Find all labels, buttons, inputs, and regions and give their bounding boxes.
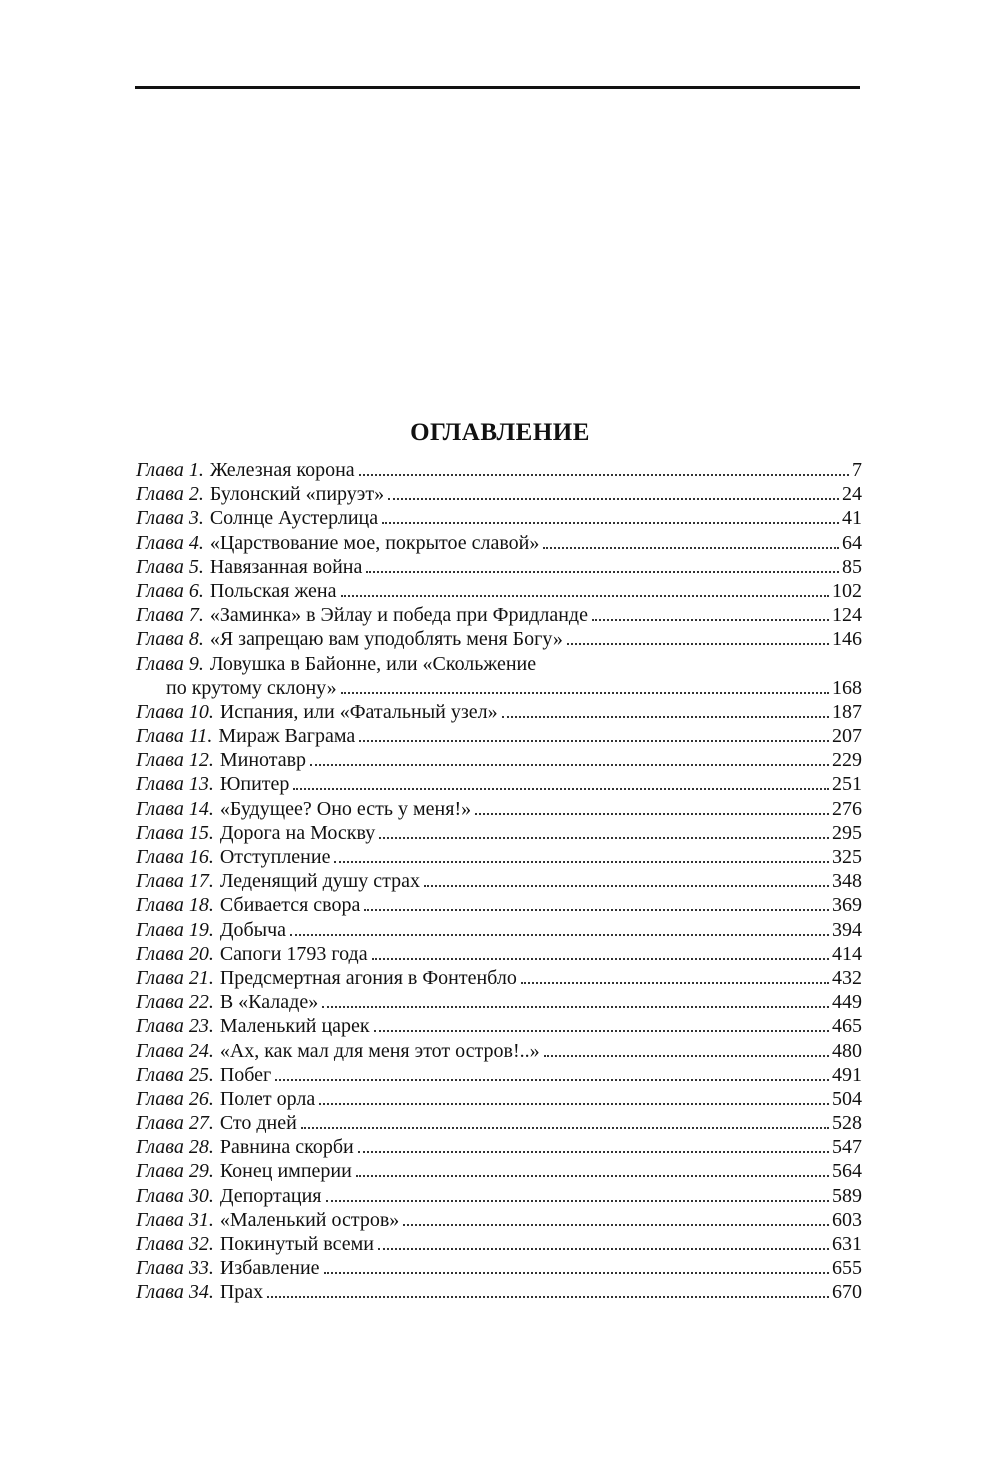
chapter-title: Конец империи (219, 1160, 352, 1183)
dot-leader (324, 1272, 829, 1274)
dot-leader (267, 1296, 829, 1298)
toc-entry[interactable] (136, 627, 862, 651)
chapter-title: Булонский «пируэт» (209, 483, 385, 506)
chapter-title: Ловушка в Байонне, или «Скольжение (209, 652, 537, 675)
toc-entry[interactable] (136, 1014, 862, 1038)
dot-leader (424, 885, 829, 887)
dot-leader (592, 619, 829, 621)
chapter-label: Глава 3. (136, 507, 204, 530)
toc-entry[interactable] (136, 966, 862, 990)
chapter-title: «Маленький остров» (219, 1208, 400, 1231)
dot-leader (379, 837, 829, 839)
chapter-label: Глава 21. (136, 966, 214, 989)
chapter-label: Глава 33. (136, 1257, 214, 1280)
chapter-label: Глава 22. (136, 991, 214, 1014)
chapter-title: Прах (219, 1281, 264, 1304)
toc-entry[interactable] (136, 990, 862, 1014)
chapter-label: Глава 24. (136, 1039, 214, 1062)
dot-leader (521, 982, 829, 984)
toc-entry[interactable] (136, 1111, 862, 1135)
page-number: 394 (832, 918, 862, 941)
chapter-title: Покинутый всеми (219, 1233, 374, 1255)
page-number: 325 (832, 846, 862, 868)
toc-entry[interactable] (136, 700, 862, 724)
toc-entry[interactable] (136, 748, 862, 772)
dot-leader (322, 1006, 829, 1008)
page-number: 24 (842, 483, 862, 506)
chapter-label: Глава 14. (136, 797, 214, 820)
table-of-contents (136, 458, 862, 1305)
chapter-title: Минотавр (219, 749, 307, 772)
dot-leader (341, 692, 829, 694)
toc-entry[interactable] (136, 845, 862, 869)
chapter-label: Глава 25. (136, 1063, 214, 1086)
dot-leader (359, 474, 849, 476)
page-number: 295 (832, 821, 862, 844)
toc-entry[interactable] (136, 1280, 862, 1304)
toc-entry[interactable] (136, 797, 862, 821)
dot-leader (334, 861, 829, 863)
chapter-title: Депортация (219, 1184, 322, 1207)
dot-leader (326, 1200, 830, 1202)
chapter-label: Глава 1. (136, 459, 204, 481)
page-number: 528 (832, 1112, 862, 1135)
dot-leader (290, 934, 829, 936)
chapter-title: Маленький царек (219, 1015, 370, 1038)
toc-entry[interactable] (136, 1208, 862, 1232)
dot-leader (275, 1079, 829, 1081)
page-number: 432 (832, 966, 862, 989)
toc-entry[interactable] (136, 942, 862, 966)
dot-leader (388, 498, 839, 500)
chapter-title: Юпитер (219, 773, 290, 796)
chapter-title: Избавление (219, 1257, 320, 1280)
chapter-label: Глава 11. (136, 725, 213, 748)
dot-leader (356, 1175, 829, 1177)
dot-leader (359, 740, 829, 742)
dot-leader (366, 571, 839, 573)
dot-leader (378, 1248, 829, 1250)
chapter-title: по крутому склону» (166, 676, 337, 699)
toc-entry[interactable] (136, 893, 862, 917)
dot-leader (502, 716, 829, 718)
dot-leader (319, 1103, 829, 1105)
chapter-title: «Будущее? Оно есть у меня!» (219, 797, 472, 820)
dot-leader (543, 547, 839, 549)
chapter-label: Глава 19. (136, 918, 214, 941)
dot-leader (341, 595, 830, 597)
page-number: 168 (832, 676, 862, 699)
chapter-label: Глава 4. (136, 531, 204, 554)
page-number: 102 (832, 579, 862, 602)
chapter-title: Отступление (219, 846, 331, 868)
dot-leader (475, 813, 829, 815)
chapter-title: «Я запрещаю вам уподоблять меня Богу» (209, 628, 563, 651)
chapter-title: «Ах, как мал для меня этот остров!..» (219, 1039, 540, 1062)
chapter-title: Сбивается свора (219, 894, 361, 917)
page-number: 85 (842, 555, 862, 578)
chapter-title: Побег (219, 1063, 272, 1086)
page-title: ОГЛАВЛЕНИЕ (410, 418, 590, 446)
chapter-label: Глава 15. (136, 821, 214, 844)
page-number: 229 (832, 749, 862, 772)
chapter-title: Дорога на Москву (219, 821, 376, 844)
chapter-label: Глава 13. (136, 773, 214, 796)
chapter-label: Глава 32. (136, 1233, 214, 1255)
page-number: 369 (832, 894, 862, 917)
page-number: 146 (832, 628, 862, 651)
chapter-label: Глава 12. (136, 749, 214, 772)
chapter-title: В «Каладе» (219, 991, 319, 1014)
chapter-title: Польская жена (209, 579, 337, 602)
dot-leader (358, 1151, 829, 1153)
chapter-label: Глава 20. (136, 942, 214, 965)
page-number: 207 (832, 725, 862, 748)
toc-entry[interactable] (136, 724, 862, 748)
toc-entry[interactable] (136, 1135, 862, 1159)
top-rule (135, 86, 860, 89)
page-number: 187 (832, 700, 862, 723)
page-number: 41 (842, 507, 862, 530)
page-number: 547 (832, 1136, 862, 1159)
chapter-label: Глава 17. (136, 870, 214, 893)
page-number: 480 (832, 1039, 862, 1062)
page-number: 449 (832, 991, 862, 1014)
chapter-label: Глава 6. (136, 579, 204, 602)
toc-entry[interactable] (136, 603, 862, 627)
chapter-title: Предсмертная агония в Фонтенбло (219, 966, 517, 989)
chapter-title: «Царствование мое, покрытое славой» (209, 531, 540, 554)
chapter-label: Глава 5. (136, 555, 204, 578)
toc-entry[interactable] (136, 1159, 862, 1183)
chapter-label: Глава 2. (136, 483, 204, 506)
toc-entry[interactable] (136, 869, 862, 893)
toc-entry[interactable] (136, 506, 862, 530)
chapter-title: Железная корона (209, 459, 355, 481)
chapter-title: Испания, или «Фатальный узел» (219, 700, 498, 723)
page-number: 414 (832, 942, 862, 965)
chapter-title: Мираж Ваграма (218, 725, 356, 748)
page-number: 504 (832, 1087, 862, 1110)
toc-entry[interactable] (136, 1039, 862, 1063)
chapter-label: Глава 7. (136, 604, 204, 627)
chapter-label: Глава 16. (136, 846, 214, 868)
page-number: 7 (852, 459, 862, 481)
chapter-label: Глава 34. (136, 1281, 214, 1304)
chapter-label: Глава 30. (136, 1184, 214, 1207)
dot-leader (544, 1055, 829, 1057)
toc-entry[interactable] (136, 531, 862, 555)
toc-entry[interactable] (136, 772, 862, 796)
toc-entry[interactable] (136, 579, 862, 603)
dot-leader (293, 788, 829, 790)
toc-entry[interactable] (136, 652, 862, 676)
dot-leader (372, 958, 829, 960)
toc-entry[interactable] (136, 1087, 862, 1111)
chapter-title: Полет орла (219, 1087, 316, 1110)
chapter-label: Глава 9. (136, 652, 204, 675)
toc-entry[interactable] (136, 482, 862, 506)
page-number: 655 (832, 1257, 862, 1280)
toc-entry[interactable] (136, 555, 862, 579)
page-number: 589 (832, 1184, 862, 1207)
chapter-label: Глава 29. (136, 1160, 214, 1183)
toc-entry[interactable] (136, 1063, 862, 1087)
page-number: 465 (832, 1015, 862, 1038)
page-number: 251 (832, 773, 862, 796)
page-number: 64 (842, 531, 862, 554)
toc-entry[interactable] (136, 1184, 862, 1208)
page-number: 564 (832, 1160, 862, 1183)
chapter-label: Глава 18. (136, 894, 214, 917)
page-number: 670 (832, 1281, 862, 1304)
chapter-title: «Заминка» в Эйлау и победа при Фридланде (209, 604, 588, 627)
chapter-label: Глава 10. (136, 700, 214, 723)
page-number: 348 (832, 870, 862, 893)
chapter-title: Сапоги 1793 года (219, 942, 368, 965)
chapter-title: Навязанная война (209, 555, 363, 578)
dot-leader (374, 1030, 829, 1032)
dot-leader (364, 909, 829, 911)
chapter-title: Добыча (219, 918, 287, 941)
page-number: 631 (832, 1233, 862, 1255)
chapter-label: Глава 31. (136, 1208, 214, 1231)
page-number: 276 (832, 797, 862, 820)
chapter-title: Леденящий душу страх (219, 870, 420, 893)
dot-leader (567, 643, 829, 645)
toc-entry[interactable] (136, 458, 862, 482)
dot-leader (403, 1224, 829, 1226)
chapter-label: Глава 8. (136, 628, 204, 651)
chapter-label: Глава 28. (136, 1136, 214, 1159)
dot-leader (301, 1127, 829, 1129)
chapter-title: Равнина скорби (219, 1136, 354, 1159)
toc-entry[interactable] (136, 821, 862, 845)
dot-leader (382, 522, 839, 524)
toc-entry[interactable] (136, 1256, 862, 1280)
toc-entry[interactable] (136, 1232, 862, 1256)
chapter-label: Глава 26. (136, 1087, 214, 1110)
chapter-title: Солнце Аустерлица (209, 507, 379, 530)
page-number: 491 (832, 1063, 862, 1086)
toc-entry[interactable] (136, 918, 862, 942)
page-number: 603 (832, 1208, 862, 1231)
page-number: 124 (832, 604, 862, 627)
dot-leader (310, 764, 829, 766)
chapter-label: Глава 27. (136, 1112, 214, 1135)
chapter-title: Сто дней (219, 1112, 297, 1135)
chapter-label: Глава 23. (136, 1015, 214, 1038)
toc-entry[interactable] (136, 676, 862, 700)
